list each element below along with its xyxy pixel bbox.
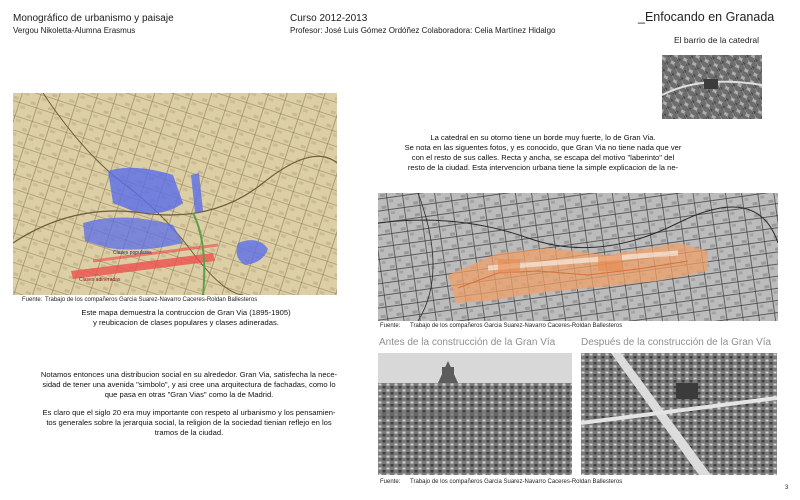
cathedral-aerial-photo (662, 55, 762, 119)
body-paragraph-1 (24, 370, 354, 400)
cathedral-label: El barrio de la catedral (674, 35, 760, 45)
brand-title: _Enfocando en Granada (638, 10, 775, 24)
intro-line: resto de la ciudad. Esta intervencion urbana tiene la simple explicacion de la ne- (407, 163, 679, 172)
map-left-source-label: Fuente: (22, 297, 43, 303)
photos-source-label: Fuente: (380, 479, 401, 485)
map-right-source-text: Trabajo de los compañeros Garcia Suarez-Navarro Caceres-Roldan Ballesteros (410, 323, 623, 329)
course-year: Curso 2012-2013 (290, 13, 368, 24)
page-number: 3 (785, 485, 789, 491)
paragraph-line: que pasa en otras "Gran Vias" como la de Madrid. (104, 390, 274, 399)
map-left-caption (50, 308, 322, 328)
professors-line: Profesor: José Luis Gómez Ordóñez Colaboradora: Celia Martínez Hidalgo (290, 26, 556, 35)
paragraph-line: tramos de la ciudad. (154, 428, 224, 437)
paragraph-line: tos generales sobre la jerarquia social, la religion de la sociedad tienian reflejo en los (46, 418, 332, 427)
body-paragraph-2 (24, 408, 354, 438)
intro-text (382, 133, 704, 173)
paragraph-line: Notamos entonces una distribucion social en su alrededor. Gran Via, satisfecha la nece- (40, 370, 338, 379)
author-name: Vergou Nikoletta-Alumna Erasmus (13, 26, 136, 35)
photos-source-text: Trabajo de los compañeros Garcia Suarez-Navarro Caceres-Roldan Ballesteros (410, 479, 623, 485)
historic-map-left (13, 93, 337, 295)
caption-line: Este mapa demuestra la contruccion de Gran Via (1895-1905) (81, 308, 291, 317)
photo-before (378, 353, 572, 475)
map-left-source-text: Trabajo de los compañeros Garcia Suarez-Navarro Caceres-Roldan Ballesteros (45, 297, 258, 303)
caption-line: y reubicacion de clases populares y clases adineradas. (93, 318, 279, 327)
map-right-source-label: Fuente: (380, 323, 401, 329)
map-label-popular: Clases populares (113, 250, 152, 256)
intro-line: Se nota en las siguentes fotos, y es conocido, que Gran Via no tiene nada que ver (404, 143, 682, 152)
intro-line: con el resto de sus calles. Recta y ancha, se escapa del motivo "laberinto" del (411, 153, 675, 162)
photo-after (581, 353, 777, 475)
paragraph-line: Es claro que el siglo 20 era muy importante con respeto al urbanismo y los pensamien- (42, 408, 336, 417)
course-title: Monográfico de urbanismo y paisaje (13, 13, 174, 24)
map-label-wealthy: Clases adineradas (79, 277, 121, 283)
paragraph-line: sidad de tener una avenida "simbolo", y asi cree una arquitectura de fachadas, como lo (42, 380, 336, 389)
after-label: Después de la construcción de la Gran Vía (581, 337, 772, 348)
intro-line: La catedral en su otorno tiene un borde muy fuerte, lo de Gran Via. (430, 133, 656, 142)
before-label: Antes de la construcción de la Gran Vía (379, 337, 556, 348)
historic-map-right (378, 193, 778, 321)
